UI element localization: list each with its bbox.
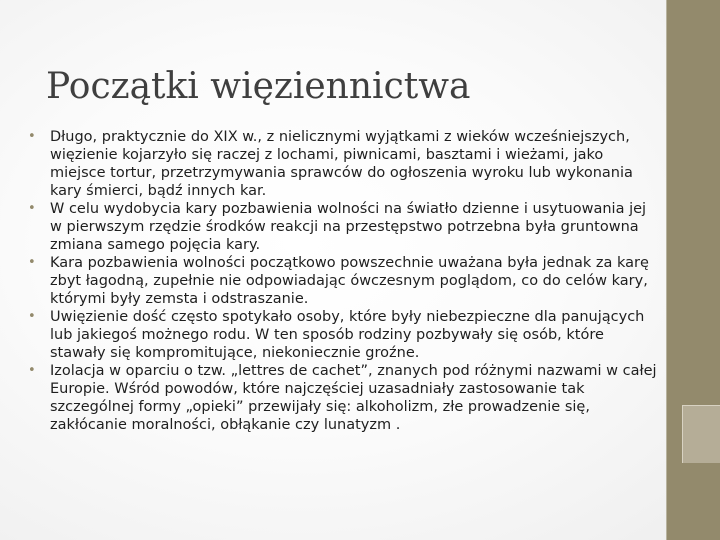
bullet-text-2: W celu wydobycia kary pozbawienia wolności na światło dzienne i usytuowania jej w pierwszym rzędzie środków reakcji na przestępstwo potrzebna była gruntowna zmiana samego pojęcia kary. [50, 201, 647, 253]
bullet-dot-icon: • [28, 309, 36, 324]
bullet-dot-icon: • [28, 363, 36, 378]
bullet-text-5: Izolacja w oparciu o tzw. „lettres de cachet”, znanych pod różnymi nazwami w całej Europie. Wśród powodów, które najczęściej uzasadniały zastosowanie tak szczególnej formy „opieki” przewijały się: alkoholizm, złe prowadzenie się, zakłócanie moralności, obłąkanie czy lunatyzm . [50, 363, 657, 433]
bullet-list [28, 128, 660, 434]
bullet-dot-icon: • [28, 201, 36, 216]
bullet-text-1: Długo, praktycznie do XIX w., z nielicznymi wyjątkami z wieków wcześniejszych, więzienie kojarzyło się raczej z lochami, piwnicami, basztami i wieżami, jako miejsce tortur, przetrzymywania sprawców do ogłoszenia wyroku lub wykonania kary śmierci, bądź innych kar. [50, 129, 633, 199]
side-accent-block [682, 405, 720, 463]
bullet-dot-icon: • [28, 255, 36, 270]
bullet-item-5 [28, 362, 660, 434]
bullet-text-4: Uwięzienie dość często spotykało osoby, które były niebezpieczne dla panujących lub jakiegoś możnego rodu. W ten sposób rodziny pozbywały się osób, które stawały się kompromitujące, niekoniecznie groźne. [50, 309, 645, 361]
bullet-dot-icon: • [28, 129, 36, 144]
side-accent-divider [666, 0, 667, 540]
bullet-item-1 [28, 128, 660, 200]
bullet-text-3: Kara pozbawienia wolności początkowo powszechnie uważana była jednak za karę zbyt łagodną, zupełnie nie odpowiadając ówczesnym poglądom, co do celów kary, którymi były zemsta i odstraszanie. [50, 255, 649, 307]
bullet-item-2 [28, 200, 660, 254]
slide-title: Początki więziennictwa [46, 66, 471, 108]
bullet-item-4 [28, 308, 660, 362]
bullet-item-3 [28, 254, 660, 308]
